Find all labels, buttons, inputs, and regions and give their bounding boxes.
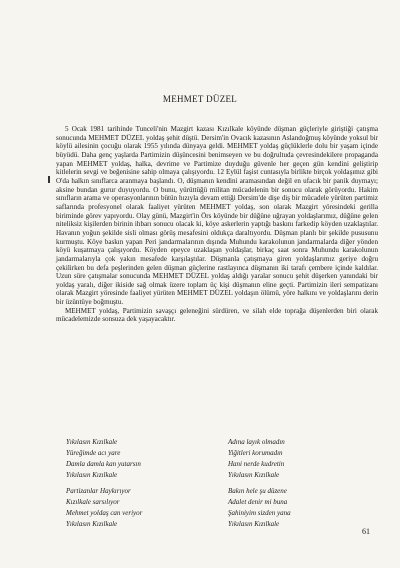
poem-line: Yıkılasın Kızılkale bbox=[228, 520, 280, 528]
poem-column-left bbox=[66, 437, 206, 481]
body-text bbox=[56, 125, 378, 324]
poem-line: Partizanlar Haykırıyor bbox=[66, 487, 131, 495]
poem-column-right bbox=[228, 437, 368, 481]
poem-column-left bbox=[66, 486, 206, 530]
poem-line: Yüreğimde acı yare bbox=[66, 449, 121, 457]
poem-line: Adalet denir mi buna bbox=[228, 498, 288, 506]
margin-mark bbox=[48, 176, 50, 183]
poem-line: Hani nerde kudretin bbox=[228, 460, 285, 468]
paragraph-main: 5 Ocak 1981 tarihinde Tunceli'nin Mazgirt kazası Kızılkale köyünde düşman güçleriyle giriştiği çatışma sonucunda MEHMET DÜZEL yoldaş şehit düştü. Dersim'in Ovacık kazasının Aslandoğmuş köyünde yoksul bir köylü ailesinin çocuğu olarak 1955 yılında dünyaya geldi. MEHMET yoldaş güçlüklerle dolu bir yaşam içinde büyüdü. Daha genç yaşlarda Partimizin düşüncesini benimseyen ve bu doğrultuda çevresindekilere propaganda yapan MEHMET yoldaş, halka, devrime ve Partimize duyduğu güvenle her geçen gün kendini geliştirip kitlelerin sevgi ve beğenisine sahip olmaya çalışıyordu. 12 Eylül faşist cuntasıyla birlikte birçok yoldaşımız gibi O'da halkın sınıflarca aranmaya başlandı. O, düşmanın kendini aramasından değil en ufacık bir panik duymayı; aksine bundan gurur duyuyordu. O bunu, yürüttüğü militan mücadelenin bir sonucu olarak görüyordu. Hakim sınıfların arama ve operasyonlarının bütün hızıyla devam ettiği Dersim'de dişe diş bir mücadele yürüten partimiz saflarında profesyonel olarak faaliyet yürüten MEHMET yoldaş, son olarak Mazgirt yöresindeki gerilla biriminde görev yapıyordu. Olay günü, Mazgirt'in Örs köyünde bir düğüne uğrayan yoldaşlarımız, düğüne gelen niteliksiz kişilerden birinin ihbarı sonucu olacak ki, köye askerlerin yaptığı baskını farkedip köyden uzaklaştılar. Havanın yoğun şekilde sisli olması görüş mesafesini oldukça daraltıyordu. Düşman planlı bir şekilde pususunu kurmuştu. Köye baskın yapan Peri jandarmalarının dışında Muhundu karakolunun jandarmalarda diğer yönden köyü kuşatmaya çalışıyordu. Köyden epeyce uzaklaşan yoldaşlar, birkaç saat sonra Muhundu karakolunun jandarmalarıyla çok yakın mesafede karşılaştılar. Düşmanla çatışmaya giren yoldaşlarımız geriye doğru çekilirken bu defa peşlerinden gelen düşman güçlerine rastlayınca düşmanın iki tarafı çembere içinde kaldılar. Uzun süre çatışmalar sonucunda MEHMET DÜZEL yoldaş aldığı yaralar sonucu şehit düşerken yanındaki bir yoldaş yaralı, diğer ikiside sağ olmak üzere toplam üç kişi düşmanın eline geçti. Partimizin ileri sempatizanı olarak Mazgirt yöresinde faaliyet yürüten MEHMET DÜZEL yoldaşın ölümü, yöre halkını ve yoldaşlarını derin bir üzüntüye boğmuştu. bbox=[56, 125, 378, 307]
poem-line: Bakın hele şu düzene bbox=[228, 487, 287, 495]
poem-line: Yıkılasın Kızılkale bbox=[66, 438, 118, 446]
poem-line: Yıkılasın Kızılkale bbox=[66, 471, 118, 479]
poem-line: Yiğitleri korumadın bbox=[228, 449, 283, 457]
page-number: 61 bbox=[362, 527, 370, 536]
paragraph-closing: MEHMET yoldaş, Partimizin savaşçı geleneğini sürdüren, ve silah elde toprağa düşenlerden biri olarak mücadelemizde sonsuza dek yaşayacaktır. bbox=[56, 306, 378, 324]
poem-line: Damla damla kan yutarsın bbox=[66, 460, 141, 468]
page-title: MEHMET DÜZEL bbox=[162, 94, 238, 104]
poem-column-right bbox=[228, 486, 368, 530]
poem-line: Yıkılasın Kızılkale bbox=[228, 471, 280, 479]
poem-line: Mehmet yoldaş can veriyor bbox=[66, 509, 143, 517]
poem-line: Şahiniyim sizden yana bbox=[228, 509, 291, 517]
poem-line: Adına layık olmadın bbox=[228, 438, 285, 446]
poem-line: Kızılkale sarsılıyor bbox=[66, 498, 120, 506]
poem-line: Yıkılasın Kızılkale bbox=[66, 520, 118, 528]
